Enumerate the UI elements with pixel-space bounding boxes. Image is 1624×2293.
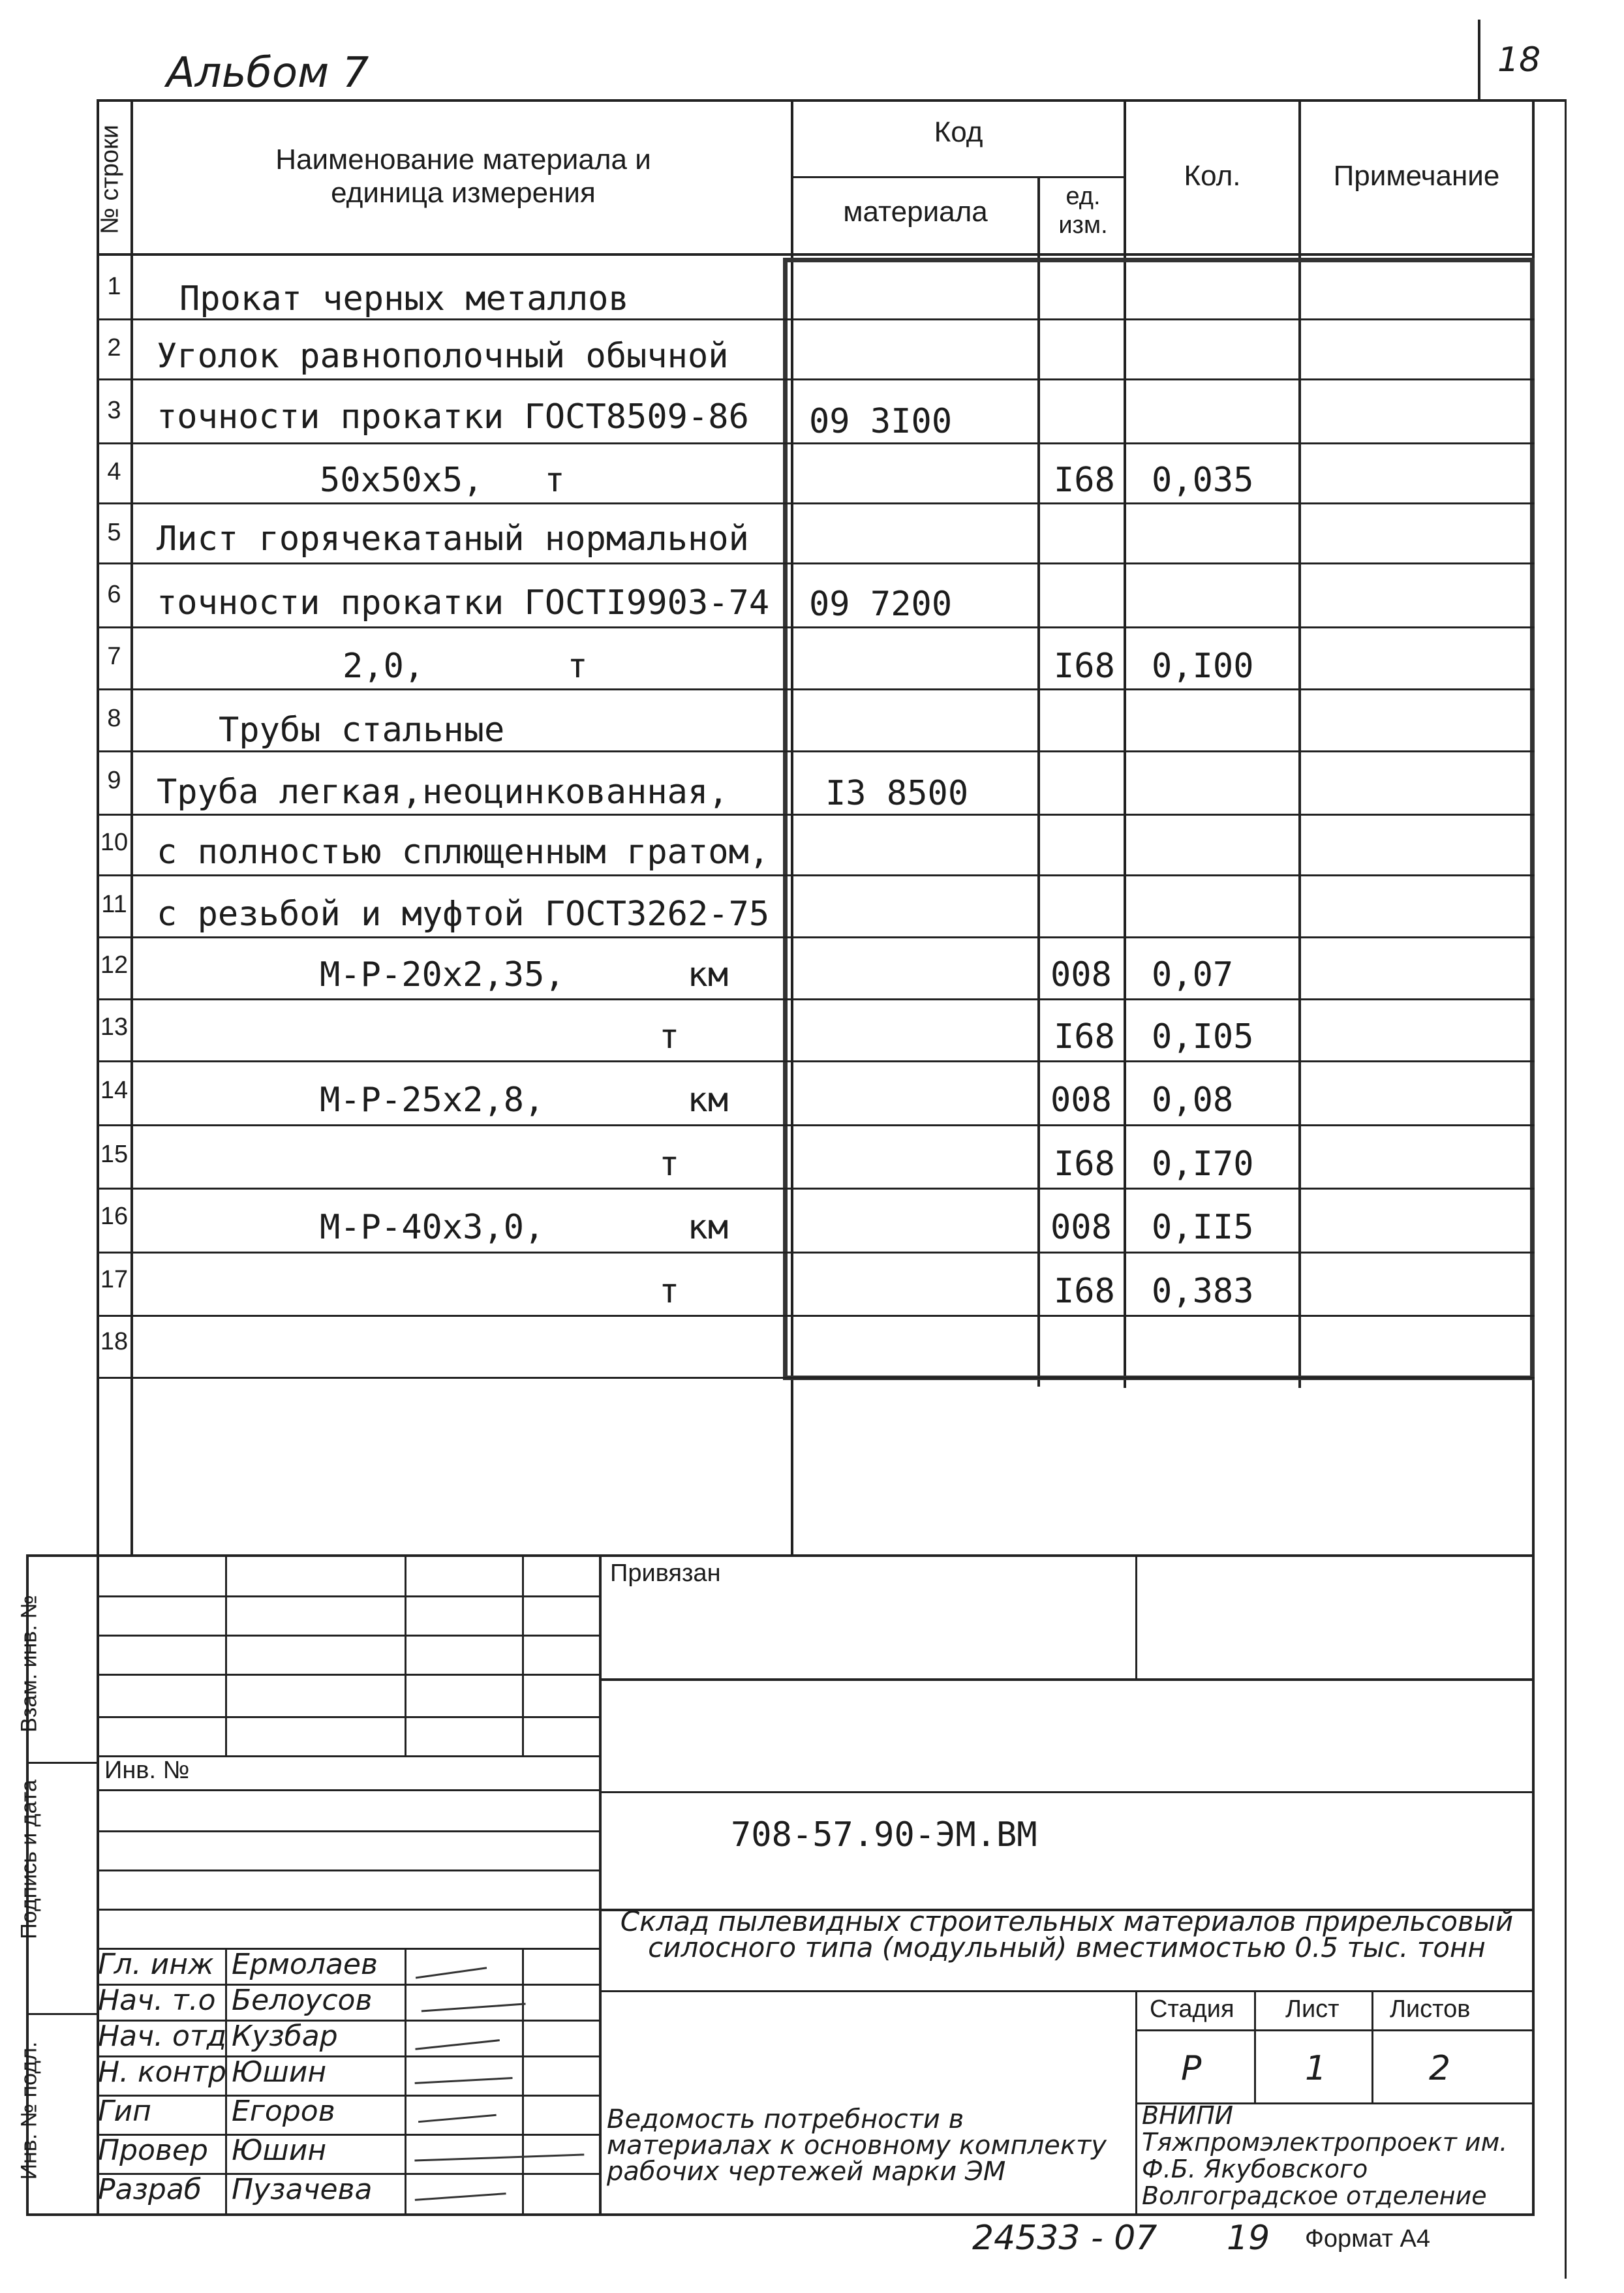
row-name: т [659, 1017, 680, 1056]
row-name: М-Р-40х3,0, км [320, 1208, 729, 1247]
row-name: точности прокатки ГОСТ8509-86 [157, 397, 749, 437]
row-unit: 008 [1050, 1081, 1112, 1120]
signature-role: Н. контр [98, 2055, 226, 2089]
row-name: М-Р-25х2,8, км [320, 1081, 729, 1120]
row-number: 5 [107, 519, 121, 546]
row-number: 6 [107, 581, 121, 608]
row-number: 7 [107, 643, 121, 670]
signature-name: Белоусов [232, 1984, 373, 2017]
row-unit: I68 [1054, 647, 1115, 686]
handwritten-signature [414, 2140, 585, 2161]
row-unit: I68 [1054, 1145, 1115, 1184]
row-number: 14 [100, 1077, 129, 1104]
row-name: точности прокатки ГОСТI9903-74 [157, 583, 770, 623]
project-title: Склад пылевидных строительных материалов прирельсовый силосного типа (модульный) вместимостью 0.5 тыс. тонн [620, 1905, 1514, 1963]
row-number: 18 [100, 1328, 129, 1355]
document-code: 708-57.90-ЭМ.ВМ [731, 1815, 1037, 1854]
row-qty: 0,07 [1152, 955, 1234, 994]
row-unit: I68 [1054, 1272, 1115, 1311]
row-name: М-Р-20х2,35, км [320, 955, 729, 994]
row-qty: 0,383 [1152, 1272, 1254, 1311]
signature-role: Разраб [98, 2173, 202, 2206]
handwritten-signature [414, 2179, 506, 2201]
side-label-orig-inv: Инв. № подл. [16, 2041, 42, 2180]
row-unit: I68 [1054, 461, 1115, 500]
handwritten-signature [414, 2025, 500, 2050]
row-code: I3 8500 [825, 774, 969, 813]
side-label-sign-date: Подпись и дата [16, 1779, 42, 1939]
row-name: Труба легкая,неоцинкованная, [157, 773, 729, 812]
handwritten-signature [417, 2101, 497, 2123]
header-qty: Кол. [1184, 160, 1241, 192]
row-name: 2,0, т [343, 647, 588, 686]
row-name: Уголок равнополочный обычной [157, 337, 729, 376]
signature-name: Егоров [232, 2095, 335, 2128]
signature-name: Юшин [232, 2055, 327, 2089]
row-number: 17 [100, 1266, 129, 1293]
handwritten-signature [420, 1990, 525, 2012]
organization: ВНИПИ Тяжпромэлектропроект им. Ф.Б. Якубовского Волгоградское отделение [1142, 2101, 1508, 2210]
row-name: с резьбой и муфтой ГОСТ3262-75 [157, 895, 770, 934]
signature-name: Пузачева [232, 2173, 373, 2206]
sheets-value: 2 [1429, 2049, 1451, 2088]
sheets-label: Листов [1390, 1995, 1471, 2023]
side-label-replace: Взам. инв. № [16, 1595, 42, 1732]
document-title: Ведомость потребности в материалах к основному комплекту рабочих чертежей марки ЭМ [607, 2104, 1107, 2187]
inv-no-label: Инв. № [104, 1757, 190, 1784]
signature-role: Провер [98, 2134, 208, 2167]
signature-name: Кузбар [232, 2020, 338, 2053]
row-number: 2 [107, 334, 121, 362]
handwritten-signature [414, 1952, 487, 1978]
stage-value: Р [1181, 2049, 1202, 2088]
row-number: 10 [100, 829, 129, 856]
row-name: т [659, 1145, 680, 1184]
row-number: 9 [107, 767, 121, 794]
row-qty: 0,035 [1152, 461, 1254, 500]
bound-label: Привязан [610, 1560, 721, 1587]
row-number: 13 [100, 1013, 129, 1041]
row-unit: I68 [1054, 1017, 1115, 1056]
row-qty: 0,I00 [1152, 647, 1254, 686]
row-number: 11 [101, 891, 127, 918]
row-qty: 0,I70 [1152, 1145, 1254, 1184]
signature-role: Нач. т.о [98, 1984, 216, 2017]
row-name: т [659, 1272, 680, 1311]
handwritten-signature [414, 2063, 512, 2084]
row-name: Трубы стальные [219, 711, 505, 750]
row-name: Прокат черных металлов [179, 279, 629, 318]
row-number: 1 [107, 273, 121, 300]
signature-name: Юшин [232, 2134, 327, 2167]
row-number: 12 [100, 951, 129, 979]
signature-role: Гип [98, 2095, 151, 2128]
row-code: 09 7200 [809, 585, 953, 624]
row-qty: 0,08 [1152, 1081, 1234, 1120]
header-name: Наименование материала и единица измерения [275, 144, 651, 209]
row-number: 8 [107, 705, 121, 732]
row-unit: 008 [1050, 1208, 1112, 1247]
header-note: Примечание [1333, 160, 1500, 192]
stage-label: Стадия [1150, 1995, 1234, 2023]
header-code: Код [934, 116, 983, 148]
row-number: 4 [107, 458, 121, 485]
footer-page: 19 [1227, 2219, 1270, 2258]
header-material: материала [843, 196, 988, 228]
footer-format: Формат А4 [1305, 2225, 1431, 2253]
signature-role: Гл. инж [98, 1948, 214, 1981]
album-label: Альбом 7 [166, 49, 369, 97]
header-unit: ед. изм. [1058, 183, 1108, 239]
sheet-value: 1 [1305, 2049, 1327, 2088]
row-number: 15 [100, 1141, 129, 1168]
header-row-no: № строки [96, 125, 124, 234]
row-name: Лист горячекатаный нормальной [157, 519, 749, 559]
row-unit: 008 [1050, 955, 1112, 994]
row-qty: 0,I05 [1152, 1017, 1254, 1056]
row-name: с полностью сплющенным гратом, [157, 833, 770, 872]
signature-name: Ермолаев [232, 1948, 378, 1981]
row-number: 3 [107, 397, 121, 424]
row-qty: 0,II5 [1152, 1208, 1254, 1247]
sheet-label: Лист [1285, 1995, 1340, 2023]
signature-role: Нач. отд [98, 2020, 226, 2053]
row-number: 16 [100, 1203, 129, 1230]
footer-number: 24533 - 07 [972, 2219, 1157, 2258]
row-code: 09 3I00 [809, 402, 953, 441]
row-name: 50х50х5, т [320, 461, 565, 500]
sheet-corner-number: 18 [1497, 40, 1541, 80]
